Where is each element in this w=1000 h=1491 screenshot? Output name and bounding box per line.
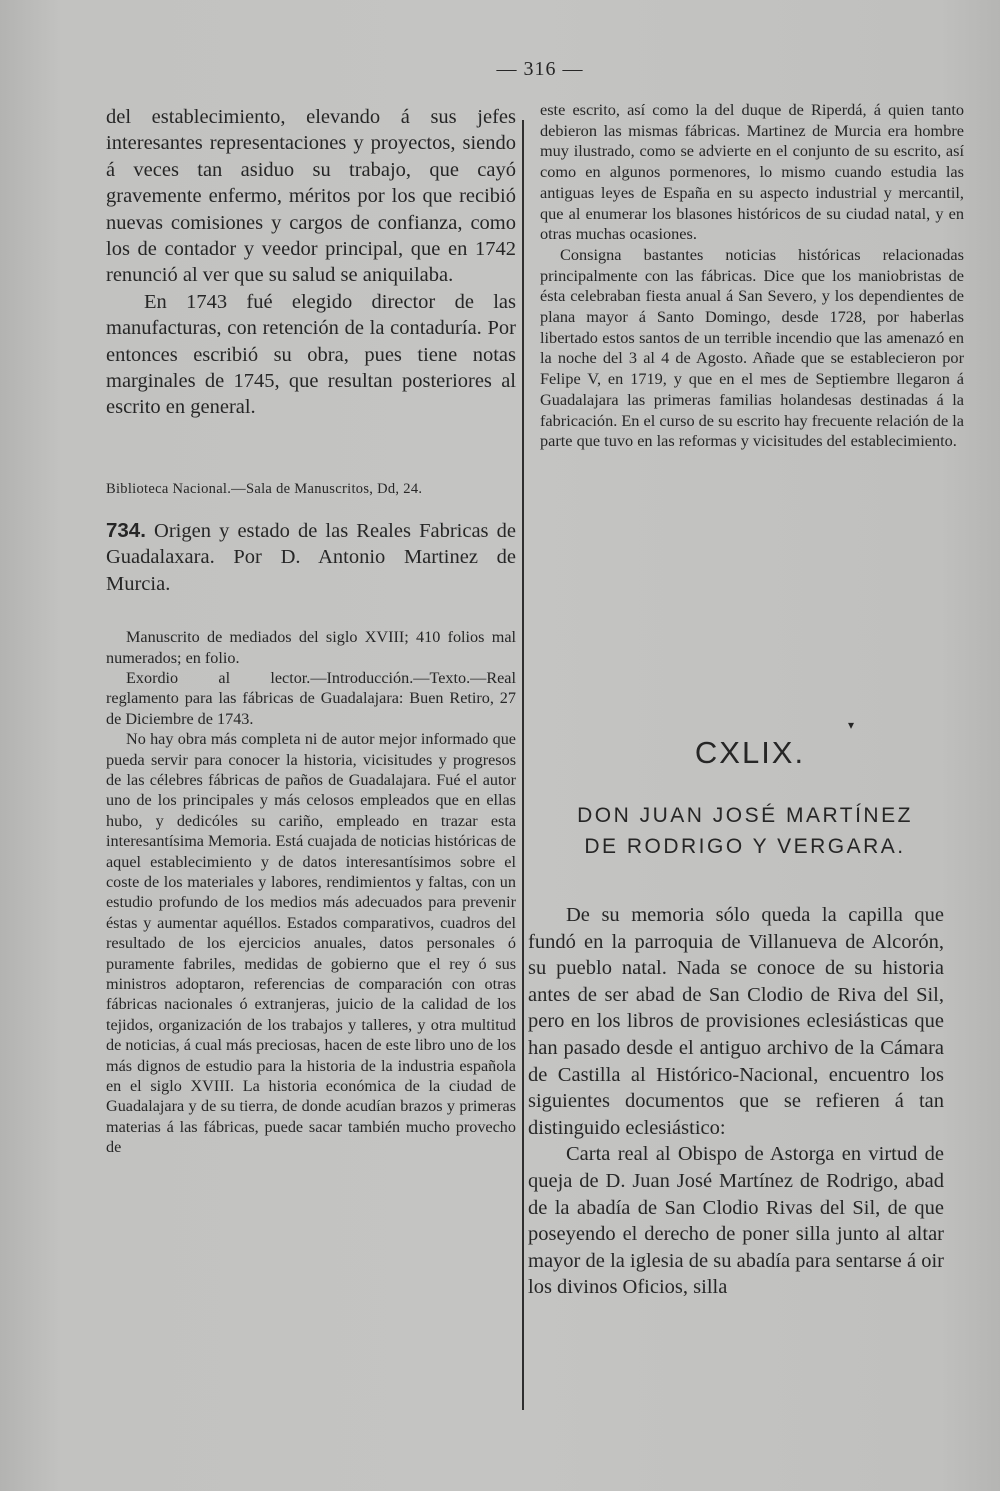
- chapter-heading-line-1: DON JUAN JOSÉ MARTÍNEZ: [577, 804, 913, 827]
- left-column: [106, 104, 516, 1158]
- chapter-body: [528, 902, 944, 1301]
- library-reference: Biblioteca Nacional.—Sala de Manuscritos, Dd, 24.: [106, 480, 423, 497]
- chapter-paragraph-2: Carta real al Obispo de Astorga en virtud de queja de D. Juan José Martínez de Rodrigo, abad de la abadía de San Clodio Rivas del Sil, de que poseyendo el derecho de poner silla junto al altar mayor de la iglesia de su abadía para sentarse á oir los divinos Oficios, silla: [528, 1143, 944, 1299]
- page-number: — 316 —: [496, 58, 584, 80]
- chapter-heading: [540, 800, 950, 862]
- left-paragraph-2: En 1743 fué elegido director de las manufacturas, con retención de la contaduría. Por entonces escribió su obra, pues tiene notas marginales de 1745, que resultan posteriores al escrito en general.: [106, 290, 516, 419]
- ink-mark: ▾: [848, 718, 855, 732]
- entry-description-2: Exordio al lector.—Introducción.—Texto.—Real reglamento para las fábricas de Guadalajara: Buen Retiro, 27 de Diciembre de 1743.: [106, 668, 516, 728]
- entry-title: Origen y estado de las Reales Fabricas de Guadalaxara. Por D. Antonio Martinez de Murcia.: [106, 519, 516, 595]
- right-paragraph-2: Consigna bastantes noticias históricas relacionadas principalmente con las fábricas. Dice que los maniobristas de ésta celebraban fiesta anual á San Severo, y los dependientes de plana mayor á Santo Domingo, desde 1728, por haberlas libertado estos santos de un terrible incendio que las amenazó en la noche del 3 al 4 de Agosto. Añade que se establecieron por Felipe V, en 1719, y que en el mes de Septiembre llegaron á Guadalajara las primeras familias holandesas destinadas á la fabricación. En el curso de su escrito hay frecuente relación de la parte que tuvo en las reformas y vicisitudes del establecimiento.: [540, 244, 965, 451]
- entry-description-1: Manuscrito de mediados del siglo XVIII; 410 folios mal numerados; en folio.: [106, 628, 516, 667]
- entry-description-3: No hay obra más completa ni de autor mejor informado que pueda servir para conocer la historia, vicisitudes y progresos de las célebres fábricas de paños de Guadalajara. Fué el autor uno de los principales y más celosos empleados que en ellas hubo, y dedicóles su cariño, empleado en trazar esta interesantísima Memoria. Está cuajada de noticias históricas de aquel establecimiento y de datos interesantísimos sobre el coste de los materiales y labores, rendimientos y faltas, con un estudio profundo de los medios más adecuados para prevenir éstas y aumentar aquéllos. Estados comparativos, cuadros del resultado de los ejercicios anuales, datos personales ó puramente fabriles, medidas de gobierno que el rey ó sus ministros adoptaron, referencias de comparación con otras fábricas nacionales ó extranjeras, juicio de la calidad de los tejidos, organización de los trabajos y talleres, y otra multitud de noticias, á cual más preciosas, hacen de este libro uno de los más dignos de estudio para la historia de la industria española en el siglo XVIII. La historia económica de la ciudad de Guadalajara y de su tierra, de donde acudían brazos y primeras materias á las fábricas, puede sacar también mucho provecho de: [106, 730, 516, 1157]
- right-paragraph-1: este escrito, así como la del duque de Riperdá, á quien tanto debieron las mismas fábricas. Martinez de Murcia era hombre muy ilustrado, como se advierte en el conjunto de su escrito, así como en algunos pormenores, lo mismo cuando estudia las antiguas leyes de España en su aspecto industrial y mercantil, que al enumerar los blasones históricos de su ciudad natal, y en otras muchas ocasiones.: [540, 100, 964, 244]
- chapter-paragraph-1: De su memoria sólo queda la capilla que fundó en la parroquia de Villanueva de Alcorón, su pueblo natal. Nada se conoce de su historia antes de ser abad de San Clodio de Riva del Sil, pero en los libros de provisiones eclesiásticas que han pasado desde el antiguo archivo de la Cámara de Castilla al Histórico-Nacional, encuentro los siguientes documentos que se refieren á tan distinguido eclesiástico:: [528, 904, 944, 1139]
- catalog-entry: [106, 518, 516, 597]
- entry-number: 734.: [106, 518, 146, 542]
- chapter-number: CXLIX.: [694, 735, 806, 770]
- column-divider: [522, 120, 524, 1410]
- left-paragraph-1: del establecimiento, elevando á sus jefes interesantes representaciones y proyectos, siendo á veces tan asiduo su trabajo, que cayó gravemente enfermo, méritos por los que recibió nuevas comisiones y cargos de confianza, como los de contador y veedor principal, que en 1742 renunció al ver que su salud se aniquilaba.: [106, 106, 516, 287]
- chapter-heading-line-2: DE RODRIGO Y VERGARA.: [584, 835, 906, 858]
- right-column: [540, 100, 964, 452]
